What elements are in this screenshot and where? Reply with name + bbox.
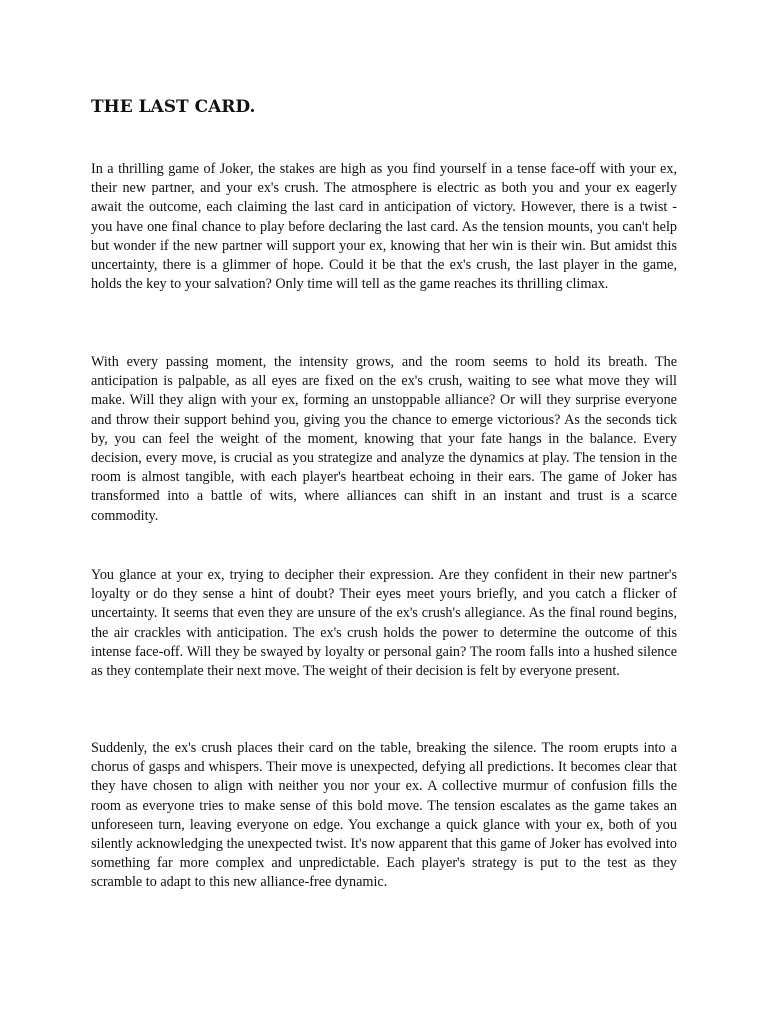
paragraph-1: In a thrilling game of Joker, the stakes are high as you find yourself in a tense face-off with your ex, their new partner, and your ex's crush. The atmosphere is electric as both you and your ex eagerly await the outcome, each claiming the last card in anticipation of victory. However, there is a twist - you have one final chance to play before declaring the last card. As the tension mounts, you can't help but wonder if the new partner will support your ex, knowing that her win is their win. But amidst this uncertainty, there is a glimmer of hope. Could it be that the ex's crush, the last player in the game, holds the key to your salvation? Only time will tell as the game reaches its thrilling climax. [91, 161, 677, 293]
paragraph-2: With every passing moment, the intensity grows, and the room seems to hold its breath. The anticipation is palpable, as all eyes are fixed on the ex's crush, waiting to see what move they will make. Will they align with your ex, forming an unstoppable alliance? Or will they surprise everyone and throw their support behind you, giving you the chance to emerge victorious? As the seconds tick by, you can feel the weight of the moment, knowing that your fate hangs in the balance. Every decision, every move, is crucial as you strategize and analyze the dynamics at play. The tension in the room is almost tangible, with each player's heartbeat echoing in their ears. The game of Joker has transformed into a battle of wits, where alliances can shift in an instant and trust is a scarce commodity. [91, 354, 677, 524]
paragraph-3: You glance at your ex, trying to decipher their expression. Are they confident in their new partner's loyalty or do they sense a hint of doubt? Their eyes meet yours briefly, and you catch a flicker of uncertainty. It seems that even they are unsure of the ex's crush's allegiance. As the final round begins, the air crackles with anticipation. The ex's crush holds the power to determine the outcome of this intense face-off. Will they be swayed by loyalty or personal gain? The room falls into a hushed silence as they contemplate their next move. The weight of their decision is felt by everyone present. [91, 567, 677, 680]
paragraph-4: Suddenly, the ex's crush places their card on the table, breaking the silence. The room erupts into a chorus of gasps and whispers. Their move is unexpected, defying all predictions. It becomes clear that they have chosen to align with neither you nor your ex. A collective murmur of confusion fills the room as everyone tries to make sense of this bold move. The tension escalates as the game takes an unforeseen turn, leaving everyone on edge. You exchange a quick glance with your ex, both of you silently acknowledging the unexpected twist. It's now apparent that this game of Joker has evolved into something far more complex and unpredictable. Each player's strategy is put to the test as they scramble to adapt to this new alliance-free dynamic. [91, 740, 677, 891]
document-title: THE LAST CARD. [91, 97, 256, 117]
